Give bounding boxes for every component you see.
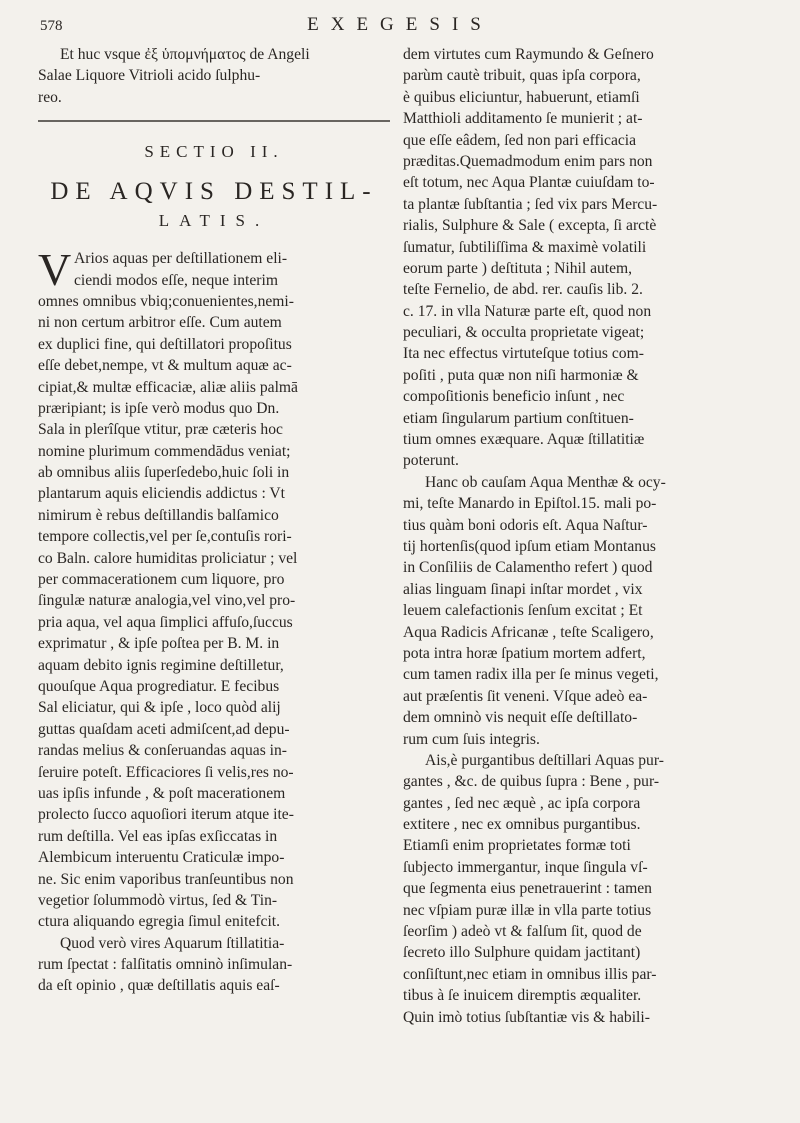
text-line: Quin imò totius ſubſtantiæ vis & habili- bbox=[403, 1008, 650, 1026]
text-line: da eſt opinio , quæ deſtillatis aquis eaſ- bbox=[38, 977, 280, 995]
text-line: randas melius & conſeruandas aquas in- bbox=[38, 742, 287, 760]
text-line: uas ipſis infunde , & poſt macerationem bbox=[38, 784, 286, 802]
text-line: leuem calefactionis ſenſum excitat ; Et bbox=[403, 602, 643, 620]
text-line: tius quàm boni odoris eſt. Aqua Naſtur- bbox=[403, 516, 648, 534]
section-title-continued: LATIS. bbox=[158, 211, 270, 231]
text-line: præditas.Quemadmodum enim pars non bbox=[403, 152, 653, 170]
section-heading: SECTIO II. bbox=[144, 142, 284, 162]
text-line: Hanc ob cauſam Aqua Menthæ & ocy- bbox=[425, 473, 666, 491]
text-line: ctura aliquando egregia ſimul enitefcit. bbox=[38, 913, 281, 931]
text-line: Aqua Radicis Africanæ , teſte Scaligero, bbox=[403, 623, 654, 641]
text-line: rum ſpectat : falſitatis omninò inſimulan- bbox=[38, 956, 293, 974]
text-line: pria aqua, vel aqua ſimplici affuſo,ſuccus bbox=[38, 613, 293, 631]
text-line: tibus à ſe inuicem diremptis æqualiter. bbox=[403, 987, 642, 1005]
text-line: Sal eliciatur, qui & ipſe , loco quòd alij bbox=[38, 699, 281, 717]
text-line: Arios aquas per deſtillationem eli- bbox=[74, 250, 288, 268]
text-line: eſſe debet,nempe, vt & multum aquæ ac- bbox=[38, 357, 292, 375]
text-line: nec vſpiam puræ illæ in vlla parte totius bbox=[403, 901, 652, 919]
text-line: per commacerationem cum liquore, pro bbox=[38, 571, 285, 589]
text-line: tij hortenſis(quod ipſum etiam Montanus bbox=[403, 537, 656, 555]
text-line: etiam ſingularum partium conſtituen- bbox=[403, 409, 634, 427]
text-line: rum deſtilla. Vel eas ipſas exſiccatas in bbox=[38, 827, 278, 845]
text-line: plantarum aquis eliciendis addictus : Vt bbox=[38, 485, 285, 503]
text-line: nimirum è rebus deſtillandis balſamico bbox=[38, 506, 279, 524]
text-line: dem omninò vis nequit eſſe deſtillato- bbox=[403, 709, 638, 727]
text-line: Sala in plerîſque vtitur, præ cæteris hoc bbox=[38, 421, 283, 439]
text-line: que eſſe eâdem, ſed non pari efficacia bbox=[403, 131, 637, 149]
text-line: in Conſiliis de Calamentho refert ) quod bbox=[403, 559, 653, 577]
text-line: præripiant; is ipſe verò modus quo Dn. bbox=[38, 399, 280, 417]
text-line: rum cum ſuis integris. bbox=[403, 730, 540, 748]
text-line: ex duplici fine, qui deſtillatori propoſitus bbox=[38, 335, 292, 353]
text-line: Matthioli additamento ſe munierit ; at- bbox=[403, 110, 643, 128]
text-line: nomine plurimum commendādus veniat; bbox=[38, 442, 291, 460]
text-line: eſt totum, nec Aqua Plantæ cuiuſdam to- bbox=[403, 174, 655, 192]
text-line: cipiat,& multæ efficaciæ, aliæ aliis palmā bbox=[38, 378, 298, 396]
text-line: vegetior ſolummodò virtus, ſed & Tin- bbox=[38, 891, 278, 909]
page-number: 578 bbox=[40, 18, 63, 34]
text-line: Ais,è purgantibus deſtillari Aquas pur- bbox=[425, 751, 664, 769]
section-title: DE AQVIS DESTIL- bbox=[50, 178, 378, 206]
text-line: ne. Sic enim vaporibus tranſeuntibus non bbox=[38, 870, 294, 888]
text-line: ſecreto illo Sulphure quidam jactitant) bbox=[403, 944, 641, 962]
text-line: Salae Liquore Vitrioli acido ſulphu- bbox=[38, 67, 261, 85]
text-line: quouſque Aqua progrediatur. E fecibus bbox=[38, 677, 280, 695]
text-line: ſeruire poteſt. Efficaciores ſi velis,res no- bbox=[38, 763, 294, 781]
text-line: tempore collectis,vel per ſe,contuſis rori- bbox=[38, 528, 292, 546]
text-line: Quod verò vires Aquarum ſtillatitia- bbox=[60, 934, 285, 952]
text-line: parùm cautè tribuit, quas ipſa corpora, bbox=[403, 67, 641, 85]
text-line: co Baln. calore humiditas proliciatur ; vel bbox=[38, 549, 298, 567]
page-header bbox=[40, 14, 760, 44]
text-line: Alembicum interuentu Craticulæ impo- bbox=[38, 849, 285, 867]
text-line: dem virtutes cum Raymundo & Geſnero bbox=[403, 46, 654, 63]
right-column bbox=[403, 44, 771, 1028]
text-line: omnes omnibus vbiq;conuenientes,nemi- bbox=[38, 292, 294, 310]
right-body-text bbox=[403, 44, 771, 1028]
text-line: exprimatur , & ipſe poſtea per B. M. in bbox=[38, 635, 280, 653]
text-line: mi, teſte Manardo in Epiſtol.15. mali po- bbox=[403, 495, 657, 513]
text-line: ſubjecto immergantur, inque ſingula vſ- bbox=[403, 858, 648, 876]
text-line: ciendi modos eſſe, neque interim bbox=[74, 271, 278, 289]
section-divider bbox=[38, 108, 390, 126]
text-line: pota intra horæ ſpatium mortem adfert, bbox=[403, 644, 646, 662]
text-line: prolecto ſucco aquoſiori iterum atque ite- bbox=[38, 806, 294, 824]
text-line: reo. bbox=[38, 88, 62, 106]
text-line: tium omnes exæquare. Aquæ ſtillatitiæ bbox=[403, 431, 645, 449]
text-line: alias linguam ſinapi inſtar mordet , vix bbox=[403, 580, 643, 598]
text-line: gantes , ſed nec æquè , ac ipſa corpora bbox=[403, 794, 641, 812]
opening-paragraph bbox=[38, 244, 390, 997]
left-body-text bbox=[38, 291, 390, 997]
text-line: peculiari, & occulta proprietate vigeat; bbox=[403, 324, 645, 342]
left-column bbox=[38, 44, 390, 997]
text-line: c. 17. in vlla Naturæ parte eſt, quod non bbox=[403, 302, 652, 320]
text-line: poſiti , puta quæ non niſi harmoniæ & bbox=[403, 366, 639, 384]
text-line: eorum parte ) deſtituta ; Nihil autem, bbox=[403, 259, 633, 277]
text-line: compoſitionis beneficio inſunt , nec bbox=[403, 388, 625, 406]
text-line: rialis, Sulphure & Sale ( excepta, ſi arctè bbox=[403, 217, 657, 235]
text-line: extitere , nec ex omnibus purgantibus. bbox=[403, 816, 641, 834]
dropcap-block bbox=[38, 244, 390, 296]
running-title: EXEGESIS bbox=[307, 14, 493, 35]
text-line: è quibus eliciuntur, habuerunt, etiamſi bbox=[403, 88, 640, 106]
text-line: guttas quaſdam aceti admiſcent,ad depu- bbox=[38, 720, 290, 738]
text-line: poterunt. bbox=[403, 452, 459, 470]
text-line: Ita nec effectus virtuteſque totius com- bbox=[403, 345, 644, 363]
text-line: ſeorſim ) adeò vt & falſum ſit, quod de bbox=[403, 923, 642, 941]
text-line: que ſegmenta eius penetrauerint : tamen bbox=[403, 880, 652, 898]
text-line: aut præſentis ſit veneni. Vſque adeò ea- bbox=[403, 687, 648, 705]
text-line: ſumatur, ſubtiliſſima & maximè volatili bbox=[403, 238, 647, 256]
text-line: ni non certum arbitror eſſe. Cum autem bbox=[38, 314, 282, 332]
text-line: aquam debito ignis regimine deſtilletur, bbox=[38, 656, 284, 674]
dropcap-lines bbox=[74, 248, 390, 291]
text-line: ab omnibus aliis ſuperſedebo,huic ſoli in bbox=[38, 464, 290, 482]
text-line: ſingulæ naturæ analogia,vel vino,vel pro- bbox=[38, 592, 296, 610]
text-line: conſiſtunt,nec etiam in omnibus illis par- bbox=[403, 965, 657, 983]
text-line: ta plantæ ſubſtantia ; ſed vix pars Mercu- bbox=[403, 195, 658, 213]
text-line: gantes , &c. de quibus ſupra : Bene , pur- bbox=[403, 773, 660, 791]
text-line: Etiamſi enim proprietates formæ toti bbox=[403, 837, 631, 855]
text-line: teſte Fernelio, de abd. rer. cauſis lib. 2. bbox=[403, 281, 643, 299]
text-line: Et huc vsque ἐξ ὑπομνήματος de Angeli bbox=[60, 46, 310, 63]
intro-paragraph bbox=[38, 44, 390, 108]
text-line: cum tamen radix illa per ſe minus vegeti, bbox=[403, 666, 659, 684]
drop-capital: V bbox=[38, 244, 72, 296]
